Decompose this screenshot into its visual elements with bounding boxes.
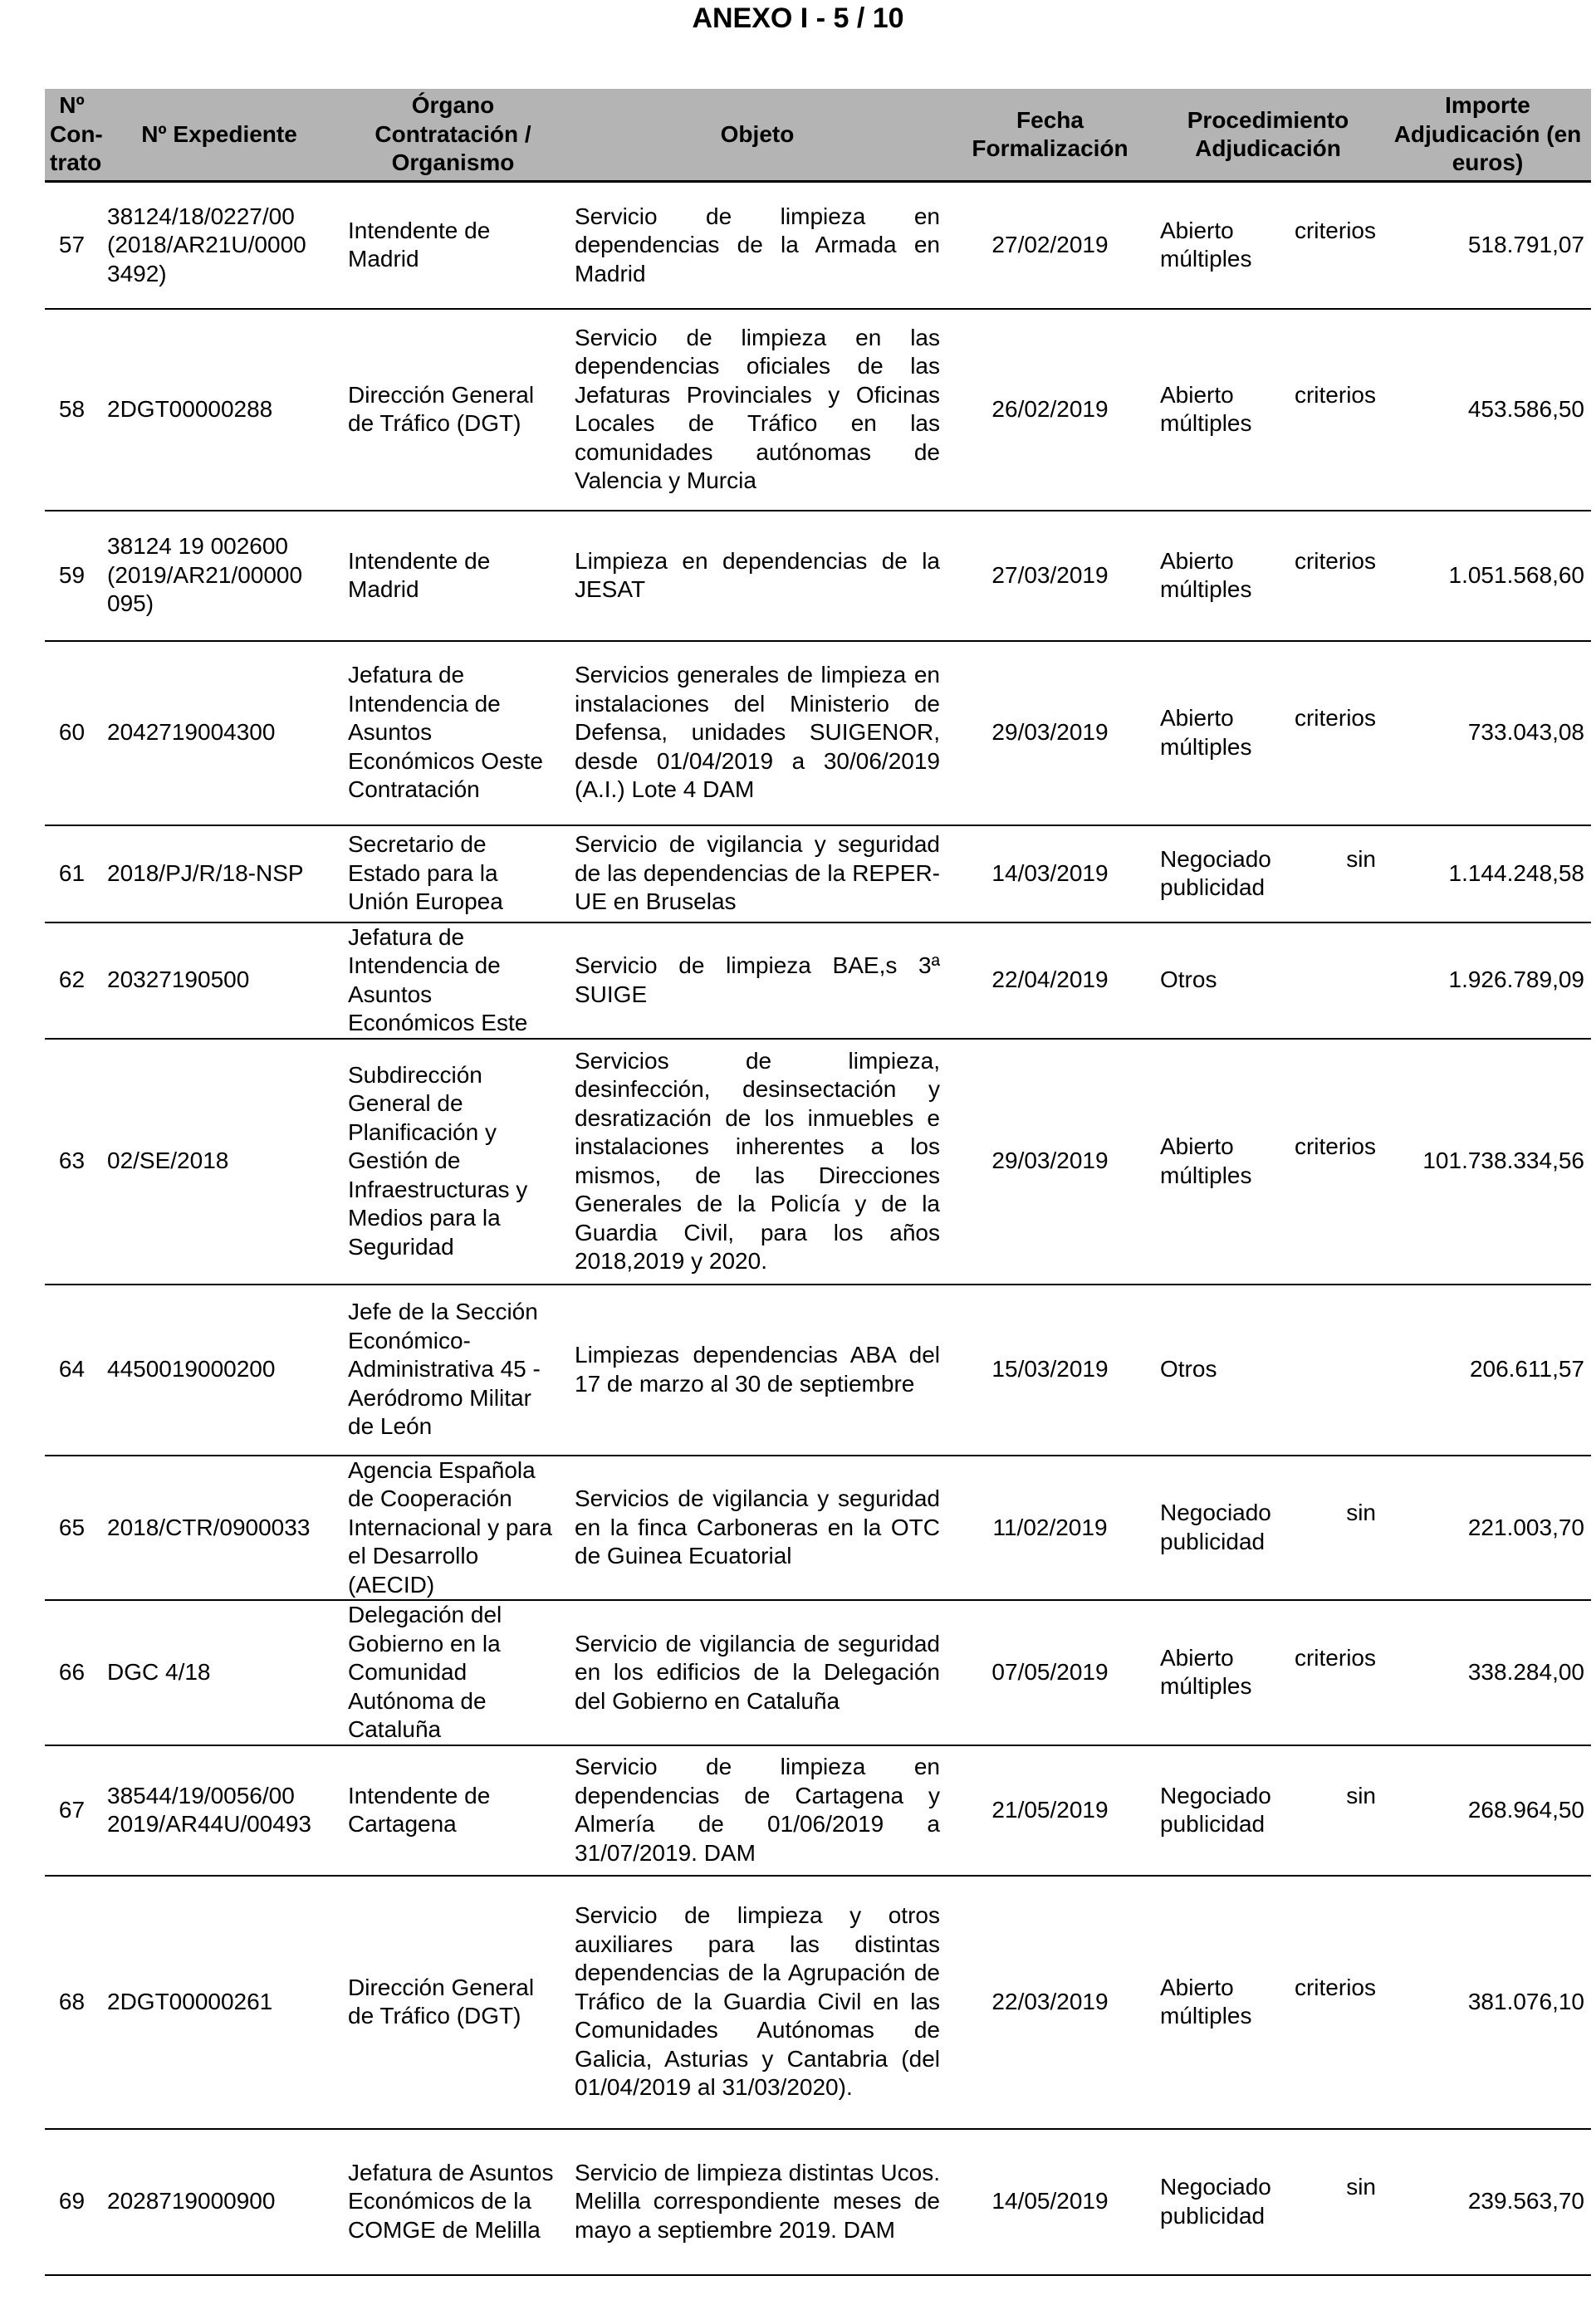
cell-expediente: 02/SE/2018 bbox=[99, 1039, 340, 1285]
cell-procedimiento: Abierto criterios múltiples bbox=[1152, 1039, 1384, 1285]
table-row bbox=[45, 1876, 1591, 2129]
header-procedimiento: Procedimiento Adjudicación bbox=[1152, 89, 1384, 182]
table-row bbox=[45, 309, 1591, 511]
table-row bbox=[45, 1745, 1591, 1876]
cell-num: 61 bbox=[45, 825, 99, 922]
table-row bbox=[45, 641, 1591, 825]
cell-organo: Dirección General de Tráfico (DGT) bbox=[340, 1876, 566, 2129]
cell-num: 66 bbox=[45, 1600, 99, 1745]
cell-organo: Jefatura de Asuntos Económicos de la COMGE de Melilla bbox=[340, 2129, 566, 2275]
cell-num: 68 bbox=[45, 1876, 99, 2129]
cell-objeto: Servicio de limpieza en dependencias de Cartagena y Almería de 01/06/2019 a 31/07/2019. DAM bbox=[566, 1745, 948, 1876]
cell-procedimiento: Abierto criterios múltiples bbox=[1152, 309, 1384, 511]
cell-expediente: 2018/CTR/0900033 bbox=[99, 1456, 340, 1601]
cell-procedimiento: Abierto criterios múltiples bbox=[1152, 1876, 1384, 2129]
cell-objeto: Servicio de limpieza y otros auxiliares para las distintas dependencias de la Agrupación de Tráfico de la Guardia Civil en las Comunidades Autónomas de Galicia, Asturias y Cantabria (del 01/04/2019 al 31/03/2020). bbox=[566, 1876, 948, 2129]
cell-organo: Intendente de Madrid bbox=[340, 182, 566, 309]
table-body bbox=[45, 182, 1591, 2275]
cell-importe: 239.563,70 bbox=[1384, 2129, 1591, 2275]
cell-procedimiento: Abierto criterios múltiples bbox=[1152, 1600, 1384, 1745]
cell-fecha: 22/03/2019 bbox=[948, 1876, 1152, 2129]
cell-objeto: Servicio de limpieza distintas Ucos. Melilla correspondiente meses de mayo a septiembre 2019. DAM bbox=[566, 2129, 948, 2275]
header-organo: Órgano Contratación / Organismo bbox=[340, 89, 566, 182]
cell-fecha: 27/03/2019 bbox=[948, 511, 1152, 641]
cell-organo: Dirección General de Tráfico (DGT) bbox=[340, 309, 566, 511]
table-row bbox=[45, 182, 1591, 309]
cell-objeto: Limpieza en dependencias de la JESAT bbox=[566, 511, 948, 641]
cell-expediente: DGC 4/18 bbox=[99, 1600, 340, 1745]
cell-objeto: Servicio de vigilancia y seguridad de las dependencias de la REPER-UE en Bruselas bbox=[566, 825, 948, 922]
cell-procedimiento: Abierto criterios múltiples bbox=[1152, 511, 1384, 641]
cell-objeto: Servicio de vigilancia de seguridad en los edificios de la Delegación del Gobierno en Cataluña bbox=[566, 1600, 948, 1745]
cell-objeto: Limpiezas dependencias ABA del 17 de marzo al 30 de septiembre bbox=[566, 1285, 948, 1456]
cell-fecha: 15/03/2019 bbox=[948, 1285, 1152, 1456]
cell-objeto: Servicios de vigilancia y seguridad en la finca Carboneras en la OTC de Guinea Ecuatorial bbox=[566, 1456, 948, 1601]
cell-importe: 1.144.248,58 bbox=[1384, 825, 1591, 922]
cell-num: 62 bbox=[45, 922, 99, 1039]
cell-procedimiento: Negociado sin publicidad bbox=[1152, 1745, 1384, 1876]
cell-expediente: 38124 19 002600 (2019/AR21/00000 095) bbox=[99, 511, 340, 641]
cell-fecha: 21/05/2019 bbox=[948, 1745, 1152, 1876]
cell-organo: Intendente de Cartagena bbox=[340, 1745, 566, 1876]
cell-fecha: 14/03/2019 bbox=[948, 825, 1152, 922]
table-header bbox=[45, 89, 1591, 182]
cell-importe: 338.284,00 bbox=[1384, 1600, 1591, 1745]
cell-expediente: 2DGT00000288 bbox=[99, 309, 340, 511]
cell-objeto: Servicio de limpieza en dependencias de la Armada en Madrid bbox=[566, 182, 948, 309]
cell-importe: 1.926.789,09 bbox=[1384, 922, 1591, 1039]
cell-expediente: 2042719004300 bbox=[99, 641, 340, 825]
cell-organo: Jefe de la Sección Económico-Administrativa 45 - Aeródromo Militar de León bbox=[340, 1285, 566, 1456]
cell-importe: 453.586,50 bbox=[1384, 309, 1591, 511]
cell-procedimiento: Abierto criterios múltiples bbox=[1152, 641, 1384, 825]
cell-importe: 518.791,07 bbox=[1384, 182, 1591, 309]
cell-num: 69 bbox=[45, 2129, 99, 2275]
cell-expediente: 2018/PJ/R/18-NSP bbox=[99, 825, 340, 922]
cell-fecha: 29/03/2019 bbox=[948, 641, 1152, 825]
header-objeto: Objeto bbox=[566, 89, 948, 182]
cell-importe: 268.964,50 bbox=[1384, 1745, 1591, 1876]
cell-objeto: Servicios generales de limpieza en instalaciones del Ministerio de Defensa, unidades SUIGENOR, desde 01/04/2019 a 30/06/2019 (A.I.) Lote 4 DAM bbox=[566, 641, 948, 825]
cell-num: 58 bbox=[45, 309, 99, 511]
cell-procedimiento: Negociado sin publicidad bbox=[1152, 2129, 1384, 2275]
cell-fecha: 07/05/2019 bbox=[948, 1600, 1152, 1745]
cell-importe: 381.076,10 bbox=[1384, 1876, 1591, 2129]
cell-organo: Jefatura de Intendencia de Asuntos Económicos Este bbox=[340, 922, 566, 1039]
cell-fecha: 29/03/2019 bbox=[948, 1039, 1152, 1285]
table-row bbox=[45, 825, 1591, 922]
cell-fecha: 14/05/2019 bbox=[948, 2129, 1152, 2275]
cell-fecha: 22/04/2019 bbox=[948, 922, 1152, 1039]
cell-organo: Agencia Española de Cooperación Internacional y para el Desarrollo (AECID) bbox=[340, 1456, 566, 1601]
header-fecha: Fecha Formalización bbox=[948, 89, 1152, 182]
cell-num: 63 bbox=[45, 1039, 99, 1285]
cell-num: 60 bbox=[45, 641, 99, 825]
cell-expediente: 2028719000900 bbox=[99, 2129, 340, 2275]
cell-expediente: 2DGT00000261 bbox=[99, 1876, 340, 2129]
cell-num: 65 bbox=[45, 1456, 99, 1601]
cell-objeto: Servicio de limpieza en las dependencias oficiales de las Jefaturas Provinciales y Oficinas Locales de Tráfico en las comunidades autónomas de Valencia y Murcia bbox=[566, 309, 948, 511]
cell-objeto: Servicios de limpieza, desinfección, desinsectación y desratización de los inmuebles e instalaciones inherentes a los mismos, de las Direcciones Generales de la Policía y de la Guardia Civil, para los años 2018,2019 y 2020. bbox=[566, 1039, 948, 1285]
cell-num: 64 bbox=[45, 1285, 99, 1456]
cell-objeto: Servicio de limpieza BAE,s 3ª SUIGE bbox=[566, 922, 948, 1039]
contracts-table bbox=[45, 89, 1591, 2276]
cell-importe: 101.738.334,56 bbox=[1384, 1039, 1591, 1285]
cell-procedimiento: Negociado sin publicidad bbox=[1152, 825, 1384, 922]
table-row bbox=[45, 922, 1591, 1039]
cell-num: 67 bbox=[45, 1745, 99, 1876]
cell-organo: Intendente de Madrid bbox=[340, 511, 566, 641]
cell-organo: Secretario de Estado para la Unión Europea bbox=[340, 825, 566, 922]
cell-procedimiento: Otros bbox=[1152, 922, 1384, 1039]
cell-expediente: 4450019000200 bbox=[99, 1285, 340, 1456]
cell-importe: 1.051.568,60 bbox=[1384, 511, 1591, 641]
cell-procedimiento: Otros bbox=[1152, 1285, 1384, 1456]
cell-procedimiento: Negociado sin publicidad bbox=[1152, 1456, 1384, 1601]
cell-importe: 206.611,57 bbox=[1384, 1285, 1591, 1456]
table-row bbox=[45, 1456, 1591, 1601]
cell-num: 59 bbox=[45, 511, 99, 641]
table-row bbox=[45, 1600, 1591, 1745]
cell-importe: 221.003,70 bbox=[1384, 1456, 1591, 1601]
table-row bbox=[45, 1039, 1591, 1285]
cell-fecha: 26/02/2019 bbox=[948, 309, 1152, 511]
cell-expediente: 20327190500 bbox=[99, 922, 340, 1039]
header-importe: Importe Adjudicación (en euros) bbox=[1384, 89, 1591, 182]
cell-fecha: 27/02/2019 bbox=[948, 182, 1152, 309]
page-title: ANEXO I - 5 / 10 bbox=[692, 2, 904, 34]
cell-organo: Jefatura de Intendencia de Asuntos Económicos Oeste Contratación bbox=[340, 641, 566, 825]
cell-procedimiento: Abierto criterios múltiples bbox=[1152, 182, 1384, 309]
cell-organo: Subdirección General de Planificación y Gestión de Infraestructuras y Medios para la Seguridad bbox=[340, 1039, 566, 1285]
table-row bbox=[45, 2129, 1591, 2275]
cell-num: 57 bbox=[45, 182, 99, 309]
cell-fecha: 11/02/2019 bbox=[948, 1456, 1152, 1601]
cell-expediente: 38124/18/0227/00 (2018/AR21U/0000 3492) bbox=[99, 182, 340, 309]
cell-organo: Delegación del Gobierno en la Comunidad Autónoma de Cataluña bbox=[340, 1600, 566, 1745]
table-row bbox=[45, 511, 1591, 641]
table-row bbox=[45, 1285, 1591, 1456]
cell-importe: 733.043,08 bbox=[1384, 641, 1591, 825]
cell-expediente: 38544/19/0056/00 2019/AR44U/00493 bbox=[99, 1745, 340, 1876]
header-expediente: Nº Expediente bbox=[99, 89, 340, 182]
header-num: Nº Con-trato bbox=[45, 89, 99, 182]
